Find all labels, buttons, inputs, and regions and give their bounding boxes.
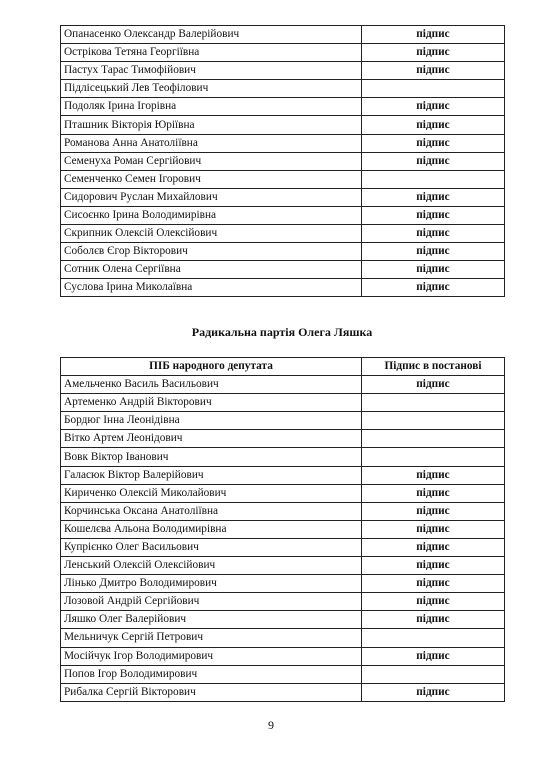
table-row: [61, 225, 505, 243]
table-row: [61, 62, 505, 80]
table-row: [61, 394, 505, 412]
signature-cell: підпис: [362, 520, 505, 538]
signature-cell: підпис: [362, 557, 505, 575]
signature-cell: підпис: [362, 575, 505, 593]
signature-cell: підпис: [362, 261, 505, 279]
deputy-name: Скрипник Олексій Олексійович: [61, 225, 362, 243]
table-row: [61, 647, 505, 665]
signature-cell: підпис: [362, 683, 505, 701]
deputy-name: Суслова Ірина Миколаївна: [61, 279, 362, 297]
deputy-name: Вітко Артем Леонідович: [61, 430, 362, 448]
deputy-name: Артеменко Андрій Вікторович: [61, 394, 362, 412]
party-heading: Радикальна партія Олега Ляшка: [191, 325, 373, 339]
deputy-name: Попов Ігор Володимирович: [61, 665, 362, 683]
deputy-name: Ленський Олексій Олексійович: [61, 557, 362, 575]
deputy-name: Рибалка Сергій Вікторович: [61, 683, 362, 701]
signature-cell: [362, 412, 505, 430]
signature-cell: підпис: [362, 593, 505, 611]
signature-cell: [362, 80, 505, 98]
signature-cell: підпис: [362, 538, 505, 556]
deputy-name: Ляшко Олег Валерійович: [61, 611, 362, 629]
table-row: [61, 134, 505, 152]
deputy-name: Семенченко Семен Ігорович: [61, 170, 362, 188]
table-row: [61, 243, 505, 261]
table-row: [61, 448, 505, 466]
deputy-name: Бордюг Інна Леонідівна: [61, 412, 362, 430]
table-row: [61, 502, 505, 520]
deputy-name: Кириченко Олексій Миколайович: [61, 484, 362, 502]
table-row: [61, 116, 505, 134]
deputy-name: Сидорович Руслан Михайлович: [61, 188, 362, 206]
signature-cell: підпис: [362, 279, 505, 297]
table-row: [61, 593, 505, 611]
table-row: [61, 152, 505, 170]
table-row: [61, 80, 505, 98]
deputy-name: Соболєв Єгор Вікторович: [61, 243, 362, 261]
table-row: [61, 279, 505, 297]
deputy-name: Сисоєнко Ірина Володимирівна: [61, 206, 362, 224]
deputy-name: Підлісецький Лев Теофілович: [61, 80, 362, 98]
deputy-name: Корчинська Оксана Анатоліївна: [61, 502, 362, 520]
table-row: [61, 206, 505, 224]
signature-cell: [362, 430, 505, 448]
signature-cell: підпис: [362, 376, 505, 394]
signature-cell: [362, 394, 505, 412]
table-row: [61, 170, 505, 188]
table-row: [61, 611, 505, 629]
table-row: [61, 98, 505, 116]
signature-cell: підпис: [362, 98, 505, 116]
table-row: [61, 520, 505, 538]
signature-cell: підпис: [362, 44, 505, 62]
deputy-name: Вовк Віктор Іванович: [61, 448, 362, 466]
table-row: [61, 412, 505, 430]
deputy-name: Опанасенко Олександр Валерійович: [61, 26, 362, 44]
table-row: [61, 683, 505, 701]
signature-cell: підпис: [362, 484, 505, 502]
deputy-name: Острікова Тетяна Георгіївна: [61, 44, 362, 62]
deputy-name: Подоляк Ірина Ігорівна: [61, 98, 362, 116]
signature-cell: підпис: [362, 152, 505, 170]
deputies-table-bottom: [60, 357, 505, 702]
deputy-name: Сотник Олена Сергіївна: [61, 261, 362, 279]
deputies-table-top-body: [61, 26, 505, 297]
signature-cell: підпис: [362, 116, 505, 134]
table-row: [61, 484, 505, 502]
deputies-table-bottom-body: [61, 376, 505, 702]
signature-cell: підпис: [362, 26, 505, 44]
deputy-name: Романова Анна Анатоліївна: [61, 134, 362, 152]
table-row: [61, 629, 505, 647]
signature-cell: підпис: [362, 243, 505, 261]
signature-cell: підпис: [362, 225, 505, 243]
header-name: ПІБ народного депутата: [61, 358, 362, 376]
deputy-name: Галасюк Віктор Валерійович: [61, 466, 362, 484]
deputy-name: Кошелєва Альона Володимирівна: [61, 520, 362, 538]
deputy-name: Купрієнко Олег Васильович: [61, 538, 362, 556]
table-row: [61, 376, 505, 394]
signature-cell: [362, 170, 505, 188]
table-row: [61, 575, 505, 593]
signature-cell: [362, 665, 505, 683]
signature-cell: підпис: [362, 647, 505, 665]
table-row: [61, 261, 505, 279]
deputy-name: Мосійчук Ігор Володимирович: [61, 647, 362, 665]
deputy-name: Пастух Тарас Тимофійович: [61, 62, 362, 80]
deputy-name: Мельничук Сергій Петрович: [61, 629, 362, 647]
signature-cell: підпис: [362, 134, 505, 152]
deputy-name: Семенуха Роман Сергійович: [61, 152, 362, 170]
table-row: [61, 430, 505, 448]
signature-cell: підпис: [362, 466, 505, 484]
table-row: [61, 466, 505, 484]
signature-cell: підпис: [362, 62, 505, 80]
page-number: 9: [268, 718, 274, 732]
deputies-table-top: [60, 25, 505, 297]
table-row: [61, 26, 505, 44]
table-row: [61, 557, 505, 575]
signature-cell: підпис: [362, 188, 505, 206]
signature-cell: [362, 629, 505, 647]
table-row: [61, 188, 505, 206]
signature-cell: підпис: [362, 206, 505, 224]
signature-cell: підпис: [362, 611, 505, 629]
table-header-row: [61, 358, 505, 376]
deputy-name: Лозовой Андрій Сергійович: [61, 593, 362, 611]
table-row: [61, 44, 505, 62]
signature-cell: підпис: [362, 502, 505, 520]
header-signature: Підпис в постанові: [362, 358, 505, 376]
signature-cell: [362, 448, 505, 466]
deputy-name: Лінько Дмитро Володимирович: [61, 575, 362, 593]
table-row: [61, 665, 505, 683]
deputy-name: Амельченко Василь Васильович: [61, 376, 362, 394]
table-row: [61, 538, 505, 556]
deputy-name: Пташник Вікторія Юріївна: [61, 116, 362, 134]
